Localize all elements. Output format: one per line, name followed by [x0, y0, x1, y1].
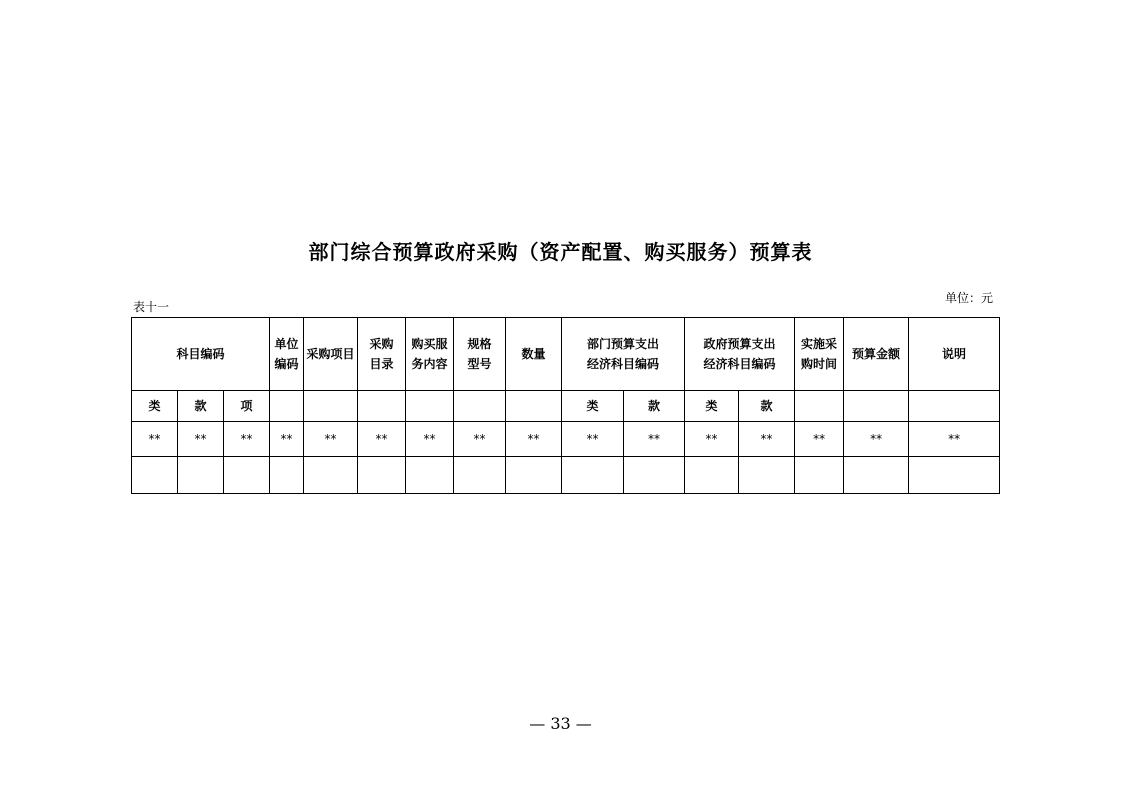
procurement-budget-table: [131, 317, 1000, 494]
subheader-cell: [358, 391, 406, 422]
subheader-cell: [506, 391, 562, 422]
empty-cell: [270, 457, 304, 494]
subheader-cell: [909, 391, 1000, 422]
table-cell: **: [132, 422, 178, 457]
empty-cell: [909, 457, 1000, 494]
empty-cell: [224, 457, 270, 494]
header-purchase-time: 实施采 购时间: [795, 318, 844, 391]
table-cell: **: [224, 422, 270, 457]
table-cell: **: [358, 422, 406, 457]
table-header-row: [132, 318, 1000, 391]
table-cell: **: [739, 422, 795, 457]
empty-cell: [454, 457, 506, 494]
subheader-cell: 类: [562, 391, 624, 422]
empty-cell: [406, 457, 454, 494]
header-gov-expense-code: 政府预算支出 经济科目编码: [685, 318, 795, 391]
empty-cell: [506, 457, 562, 494]
table-row-empty: [132, 457, 1000, 494]
table-cell: **: [406, 422, 454, 457]
table-cell: **: [454, 422, 506, 457]
empty-cell: [178, 457, 224, 494]
unit-label: 单位：元: [945, 291, 994, 305]
subheader-cell: [844, 391, 909, 422]
subheader-cell: [454, 391, 506, 422]
header-purchase-item: 采购项目: [304, 318, 358, 391]
table-cell: **: [795, 422, 844, 457]
subheader-cell: [406, 391, 454, 422]
header-quantity: 数量: [506, 318, 562, 391]
table-cell: **: [304, 422, 358, 457]
table-cell: **: [178, 422, 224, 457]
table-cell: **: [506, 422, 562, 457]
table-cell: **: [685, 422, 739, 457]
header-subject-code: 科目编码: [132, 318, 270, 391]
page-number: — 33 —: [529, 714, 592, 733]
table-cell: **: [624, 422, 685, 457]
empty-cell: [304, 457, 358, 494]
page-title: 部门综合预算政府采购（资产配置、购买服务）预算表: [308, 240, 813, 264]
header-budget-amount: 预算金额: [844, 318, 909, 391]
subheader-cell: [795, 391, 844, 422]
table-cell: **: [909, 422, 1000, 457]
empty-cell: [358, 457, 406, 494]
table-cell: **: [844, 422, 909, 457]
header-purchase-catalog: 采购 目录: [358, 318, 406, 391]
empty-cell: [562, 457, 624, 494]
header-unit-code: 单位 编码: [270, 318, 304, 391]
table-row: [132, 422, 1000, 457]
subheader-cell: 款: [624, 391, 685, 422]
subheader-cell: 款: [739, 391, 795, 422]
empty-cell: [739, 457, 795, 494]
subheader-cell: 项: [224, 391, 270, 422]
table-number: 表十一: [133, 300, 170, 314]
subheader-cell: [304, 391, 358, 422]
empty-cell: [685, 457, 739, 494]
header-remark: 说明: [909, 318, 1000, 391]
subheader-cell: [270, 391, 304, 422]
table-cell: **: [562, 422, 624, 457]
empty-cell: [132, 457, 178, 494]
table-cell: **: [270, 422, 304, 457]
subheader-cell: 类: [132, 391, 178, 422]
empty-cell: [624, 457, 685, 494]
header-service-content: 购买服 务内容: [406, 318, 454, 391]
header-dept-expense-code: 部门预算支出 经济科目编码: [562, 318, 685, 391]
empty-cell: [844, 457, 909, 494]
subheader-cell: 款: [178, 391, 224, 422]
table-subheader-row: [132, 391, 1000, 422]
subheader-cell: 类: [685, 391, 739, 422]
empty-cell: [795, 457, 844, 494]
header-spec-model: 规格 型号: [454, 318, 506, 391]
